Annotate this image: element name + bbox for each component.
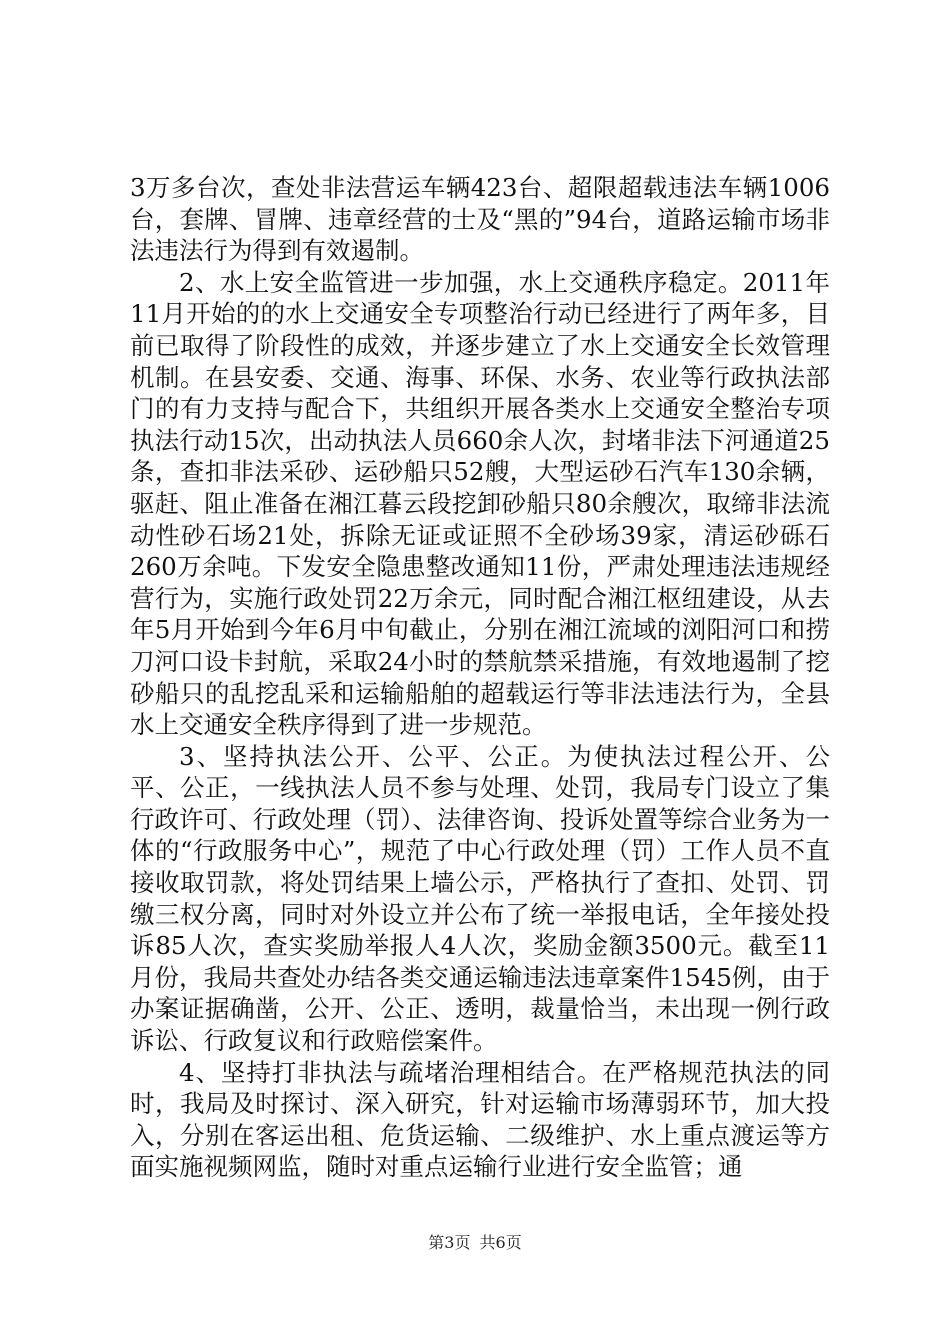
paragraph-combined-governance: 4、坚持打非执法与疏堵治理相结合。在严格规范执法的同时，我局及时探讨、深入研究，针对运输市场薄弱环节，加大投入，分别在客运出租、危货运输、二级维护、水上重点渡运等方面实施视频网监，随时对重点运输行业进行安全监管；通 bbox=[130, 1057, 830, 1182]
paragraph-continuation: 3万多台次，查处非法营运车辆423台、超限超载违法车辆1006台，套牌、冒牌、违章经营的士及“黑的”94台，道路运输市场非法违法行为得到有效遏制。 bbox=[130, 173, 830, 266]
page-number: 第3页 bbox=[428, 1233, 471, 1252]
document-body bbox=[130, 172, 830, 1183]
page-total: 共6页 bbox=[479, 1233, 522, 1252]
page-footer bbox=[0, 1233, 950, 1253]
paragraph-open-enforcement: 3、坚持执法公开、公平、公正。为使执法过程公开、公平、公正，一线执法人员不参与处理、处罚，我局专门设立了集行政许可、行政处理（罚）、法律咨询、投诉处置等综合业务为一体的“行政服务中心”，规范了中心行政处理（罚）工作人员不直接收取罚款，将处罚结果上墙公示，严格执行了查扣、处罚、罚缴三权分离，同时对外设立并公布了统一举报电话，全年接处投诉85人次，查实奖励举报人4人次，奖励金额3500元。截至11月份，我局共查处办结各类交通运输违法违章案件1545例，由于办案证据确凿，公开、公正、透明，裁量恰当，未出现一例行政诉讼、行政复议和行政赔偿案件。 bbox=[130, 741, 830, 1056]
paragraph-water-safety: 2、水上安全监管进一步加强，水上交通秩序稳定。2011年11月开始的的水上交通安全专项整治行动已经进行了两年多，目前已取得了阶段性的成效，并逐步建立了水上交通安全长效管理机制。在县安委、交通、海事、环保、水务、农业等行政执法部门的有力支持与配合下，共组织开展各类水上交通安全整治专项执法行动15次，出动执法人员660余人次，封堵非法下河通道25条，查扣非法采砂、运砂船只52艘，大型运砂石汽车130余辆，驱赶、阻止准备在湘江暮云段挖卸砂船只80余艘次，取缔非法流动性砂石场21处，拆除无证或证照不全砂场39家，清运砂砾石260万余吨。下发安全隐患整改通知11份，严肃处理违法违规经营行为，实施行政处罚22万余元，同时配合湘江枢纽建设，从去年5月开始到今年6月中旬截止，分别在湘江流域的浏阳河口和捞刀河口设卡封航，采取24小时的禁航禁采措施，有效地遏制了挖砂船只的乱挖乱采和运输船舶的超载运行等非法违法行为，全县水上交通安全秩序得到了进一步规范。 bbox=[130, 267, 830, 740]
